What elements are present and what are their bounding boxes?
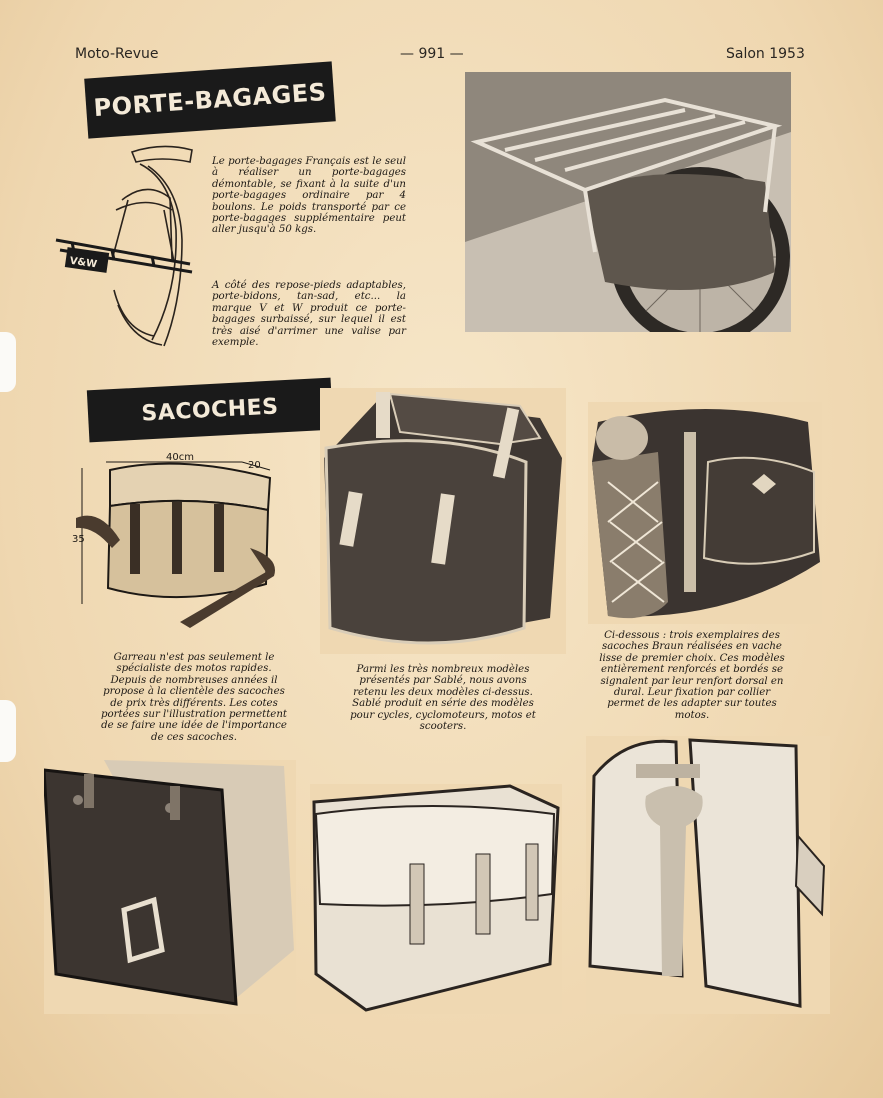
sacoches-banner bbox=[87, 378, 333, 443]
vw-plate-label: V&W bbox=[68, 255, 98, 271]
braun-caption: Ci-dessous : trois exemplaires des sacoches Braun réalisées en vache lisse de premier choix. Ces modèles entièrement renforcés et bordés se signalent par leur renfort dorsal en dural. Leur fixation par collier permet de les adapter sur toutes motos. bbox=[599, 630, 785, 721]
luggage-rack-drawing bbox=[52, 140, 202, 352]
saddlebag-photo-light bbox=[310, 784, 562, 1014]
garreau-caption: Garreau n'est pas seulement le spécialiste des motos rapides. Depuis de nombreuses années il propose à la clientèle des sacoches de prix très différents. Les cotes portées sur l'illustration permettent de se faire une idée de l'importance de ces sacoches. bbox=[101, 652, 287, 743]
header-issue: Salon 1953 bbox=[726, 46, 805, 62]
dimension-width-label: 40cm bbox=[166, 452, 194, 463]
saddlebag-photo-open bbox=[586, 736, 830, 1014]
porte-bagages-banner bbox=[84, 61, 336, 138]
paper-tear-lower bbox=[0, 700, 16, 762]
header-page-number: — 991 — bbox=[400, 46, 464, 62]
braun-bag-photo bbox=[588, 402, 822, 624]
dimension-height-label: 35 bbox=[72, 534, 85, 545]
header-magazine-name: Moto-Revue bbox=[75, 46, 159, 62]
sable-caption: Parmi les très nombreux modèles présentés par Sablé, nous avons retenu les deux modèles ci-dessus. Sablé produit en série des modèles pour cycles, cyclomoteurs, motos et scooters. bbox=[350, 664, 536, 733]
luggage-rack-photo bbox=[465, 72, 791, 332]
garreau-bag-drawing bbox=[70, 448, 282, 638]
sable-bags-photo bbox=[320, 388, 566, 654]
sacoches-title: SACOCHES bbox=[140, 393, 280, 427]
porte-bagages-paragraph-1: Le porte-bagages Français est le seul à réaliser un porte-bagages démontable, se fixant à la suite d'un porte-bagages ordinaire par 4 boulons. Le poids transporté par ce porte-bagages supplémentaire peut aller jusqu'à 50 kgs. bbox=[212, 156, 406, 236]
porte-bagages-title: PORTE-BAGAGES bbox=[92, 77, 328, 123]
dimension-depth-label: 20 bbox=[248, 460, 261, 471]
saddlebag-photo-dark bbox=[44, 760, 296, 1014]
paper-tear-upper bbox=[0, 332, 16, 392]
porte-bagages-paragraph-2: A côté des repose-pieds adaptables, porte-bidons, tan-sad, etc... la marque V et W produit ce porte-bagages surbaissé, sur lequel il est très aisé d'arrimer une valise par exemple. bbox=[212, 280, 406, 349]
